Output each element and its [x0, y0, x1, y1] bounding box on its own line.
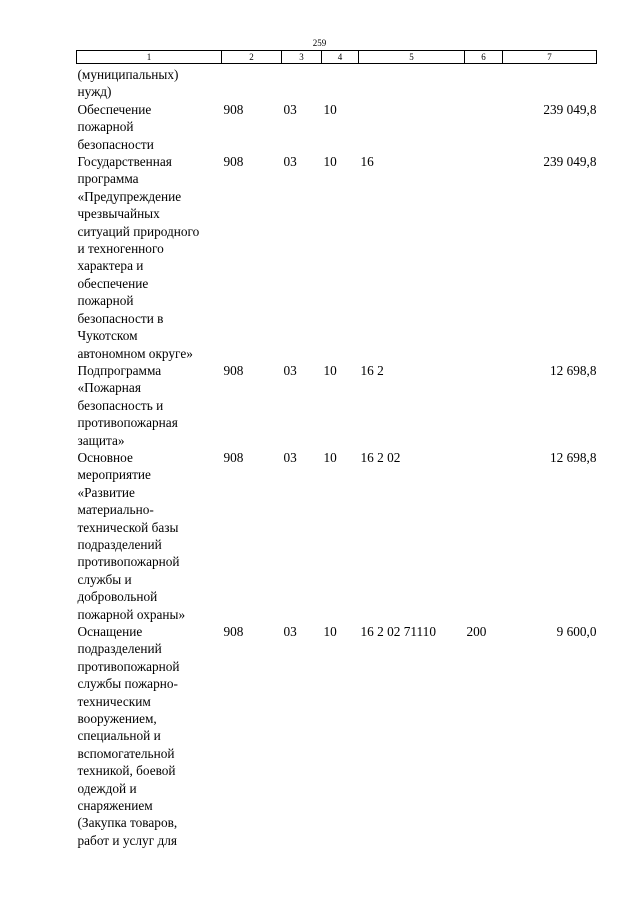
row-ministry-code [222, 64, 282, 101]
row-target-article: 16 2 [360, 362, 384, 378]
budget-table-container [76, 50, 596, 849]
row-section-code: 03 [283, 362, 297, 378]
table-row [77, 449, 597, 623]
table-body [77, 64, 597, 850]
row-amount: 239 049,8 [543, 154, 597, 170]
table-row [77, 64, 597, 101]
budget-table [76, 50, 597, 849]
table-row [77, 362, 597, 449]
row-name: Подпрограмма «Пожарная безопасность и противопожарная защита» [77, 362, 178, 448]
row-section-code: 03 [283, 154, 297, 170]
row-subsection-code: 10 [323, 449, 337, 465]
row-subsection-code [322, 64, 359, 101]
row-subsection-code: 10 [323, 624, 337, 639]
row-expense-type [465, 64, 503, 101]
row-target-article [359, 101, 465, 153]
row-target-article [359, 64, 465, 101]
row-expense-type: 200 [466, 624, 487, 639]
row-expense-type [465, 362, 503, 449]
row-name: Обеспечение пожарной безопасности [77, 101, 154, 152]
row-amount: 239 049,8 [543, 101, 597, 117]
row-section-code: 03 [283, 449, 297, 465]
row-amount: 12 698,8 [549, 449, 597, 465]
row-subsection-code: 10 [323, 362, 337, 378]
header-row [77, 51, 597, 64]
row-section-code: 03 [283, 624, 297, 639]
row-ministry-code: 908 [223, 154, 244, 170]
row-amount [503, 64, 597, 101]
row-target-article: 16 2 02 [360, 449, 401, 465]
table-header [77, 51, 597, 64]
row-name: (муниципальных) нужд) [77, 67, 179, 100]
row-target-article: 16 [360, 154, 374, 170]
row-amount: 9 600,0 [556, 624, 597, 639]
row-section-code: 03 [283, 101, 297, 117]
column-header-6: 6 [465, 51, 503, 64]
column-header-4: 4 [322, 51, 359, 64]
row-target-article: 16 2 02 71110 [360, 624, 436, 639]
row-expense-type [465, 449, 503, 623]
row-subsection-code: 10 [323, 154, 337, 170]
row-expense-type [465, 153, 503, 362]
column-header-1: 1 [77, 51, 222, 64]
row-name: Государственная программа «Предупреждение чрезвычайных ситуаций природного и техногенного характера и обеспечение пожарной безопасности в Чукотском автономном округе» [77, 154, 200, 361]
row-ministry-code: 908 [223, 624, 244, 639]
table-row [77, 623, 597, 849]
row-ministry-code: 908 [223, 362, 244, 378]
row-ministry-code: 908 [223, 101, 244, 117]
column-header-2: 2 [222, 51, 282, 64]
table-row [77, 153, 597, 362]
row-section-code [282, 64, 322, 101]
column-header-5: 5 [359, 51, 465, 64]
row-expense-type [465, 101, 503, 153]
row-ministry-code: 908 [223, 449, 244, 465]
column-header-7: 7 [503, 51, 597, 64]
column-header-3: 3 [282, 51, 322, 64]
row-name: Основное мероприятие «Развитие материально- технической базы подразделений противопожарной службы и добровольной пожарной охраны» [77, 449, 186, 622]
table-row [77, 101, 597, 153]
row-amount: 12 698,8 [549, 362, 597, 378]
page-number: 259 [312, 38, 327, 48]
row-subsection-code: 10 [323, 101, 337, 117]
row-name: Оснащение подразделений противопожарной службы пожарно- техническим вооружением, специальной и вспомогательной техникой, боевой одеждой и снаряжением (Закупка товаров, работ и услуг для [77, 624, 180, 848]
